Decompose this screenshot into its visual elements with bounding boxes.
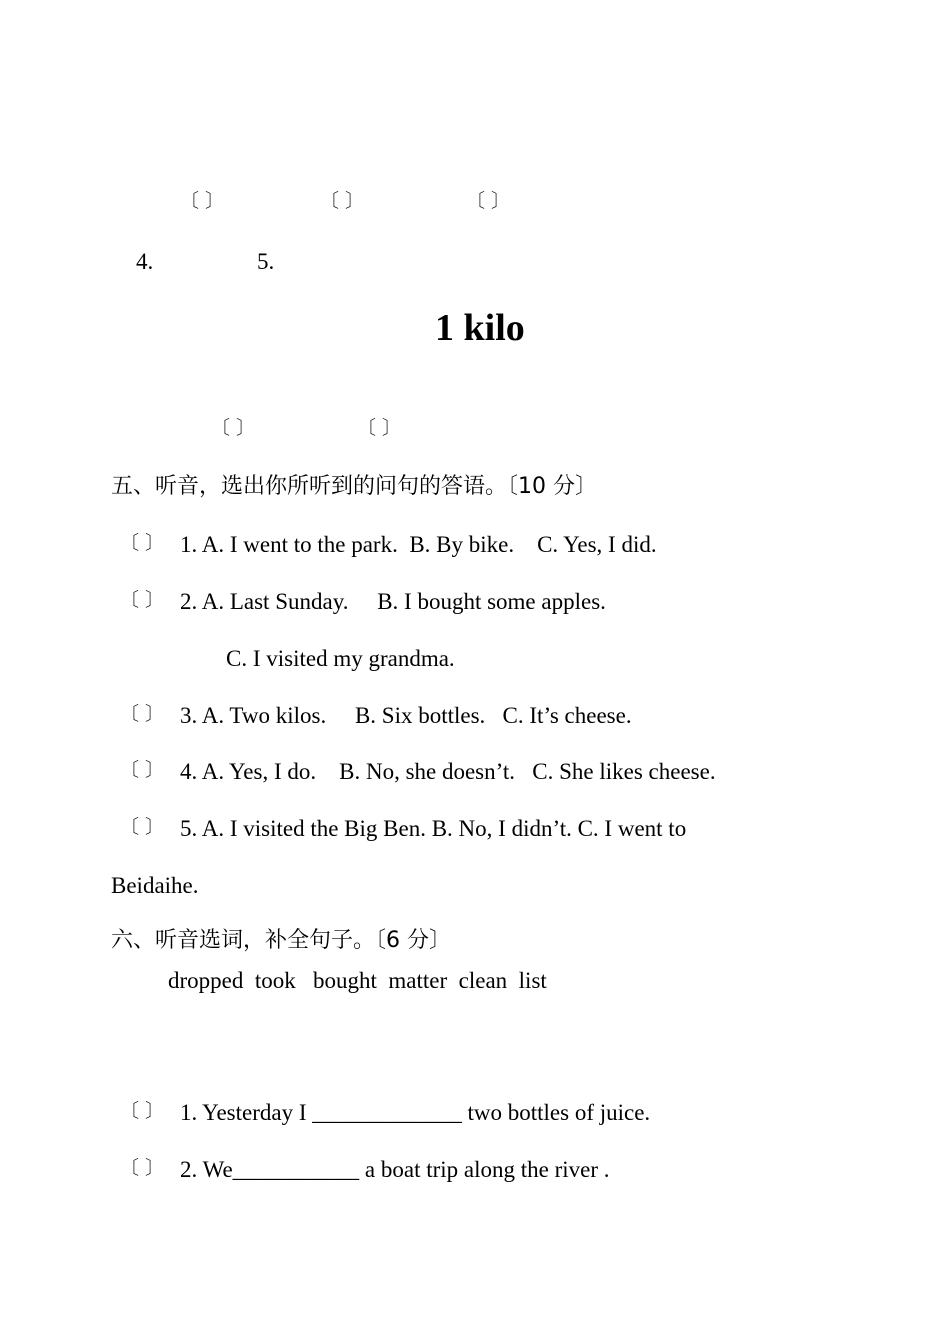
question-text: 1. Yesterday I _____________ two bottles of juice. [180,1100,651,1125]
answer-bracket: 〔 〕 [211,417,256,439]
answer-bracket: 〔 〕 [120,1100,165,1122]
answer-bracket: 〔 〕 [320,190,365,212]
question-continuation: C. I visited my grandma. [226,646,455,671]
answer-bracket: 〔 〕 [120,759,165,781]
question-text: 2. We___________ a boat trip along the river . [180,1157,610,1182]
item-number: 5. [257,249,275,274]
answer-bracket: 〔 〕 [120,703,165,725]
picture-caption: 1 kilo [435,307,525,349]
question-text: 1. A. I went to the park. B. By bike. C. Yes, I did. [180,532,657,557]
question-text: 4. A. Yes, I do. B. No, she doesn’t. C. She likes cheese. [180,759,716,784]
item-number: 4. [136,249,154,274]
answer-bracket: 〔 〕 [120,532,165,554]
question-text: 5. A. I visited the Big Ben. B. No, I didn’t. C. I went to [180,816,687,841]
question-continuation: Beidaihe. [111,873,199,898]
answer-bracket: 〔 〕 [120,816,165,838]
answer-bracket: 〔 〕 [120,1157,165,1179]
question-text: 3. A. Two kilos. B. Six bottles. C. It’s cheese. [180,703,632,728]
question-text: 2. A. Last Sunday. B. I bought some apples. [180,589,606,614]
answer-bracket: 〔 〕 [120,589,165,611]
section-heading: 五、听音，选出你所听到的问句的答语。〔10 分〕 [111,474,597,499]
word-bank: dropped took bought matter clean list [168,968,547,993]
answer-bracket: 〔 〕 [357,417,402,439]
section-heading: 六、听音选词，补全句子。〔6 分〕 [111,928,451,953]
answer-bracket: 〔 〕 [466,190,511,212]
answer-bracket: 〔 〕 [180,190,225,212]
